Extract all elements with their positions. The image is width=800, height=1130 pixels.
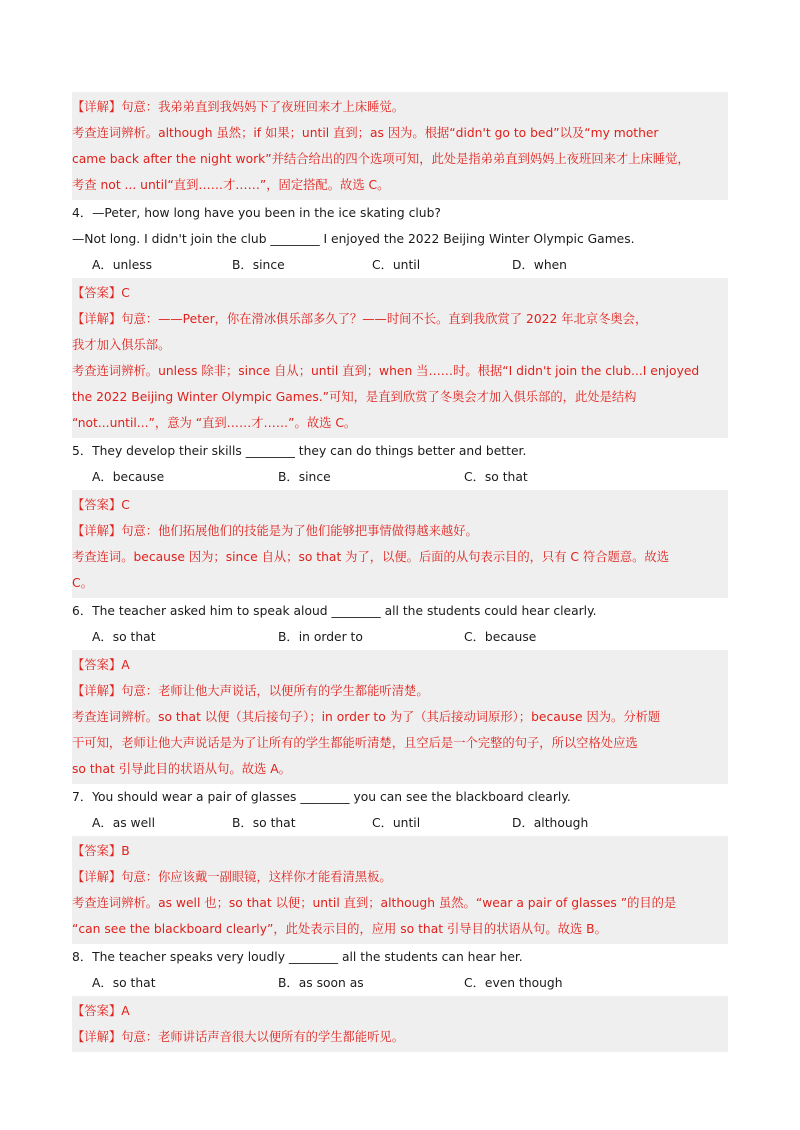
detail-line: 我才加入俱乐部。 — [72, 338, 171, 352]
question-5 — [72, 438, 728, 598]
option-d: D．when — [512, 258, 567, 272]
detail-line: 【详解】句意：他们拓展他们的技能是为了他们能够把事情做得越来越好。 — [72, 524, 478, 538]
option-a: A．as well — [92, 816, 156, 830]
document-page — [72, 92, 728, 1052]
question-stem: 8．The teacher speaks very loudly ________ all the students can hear her. — [72, 950, 523, 964]
detail-line: 干可知，老师让他大声说话是为了让所有的学生都能听清楚，且空后是一个完整的句子，所以空格处应选 — [72, 736, 638, 750]
options-row — [72, 970, 728, 996]
detail-line: 【详解】句意：老师讲话声音很大以便所有的学生都能听见。 — [72, 1030, 405, 1044]
option-c: C．until — [372, 816, 421, 830]
option-b: B．since — [278, 470, 331, 484]
answer-label: 【答案】A — [72, 658, 130, 672]
options-row — [72, 252, 728, 278]
option-b: B．as soon as — [278, 976, 364, 990]
detail-line: 考查连词辨析。as well 也；so that 以便；until 直到；although 虽然。“wear a pair of glasses ”的目的是 — [72, 896, 677, 910]
answer-block — [72, 836, 728, 944]
explanation-line: came back after the night work”并结合给出的四个选项可知，此处是指弟弟直到妈妈上夜班回来才上床睡觉， — [72, 152, 690, 166]
option-c: C．until — [372, 258, 421, 272]
option-c: C．because — [464, 630, 537, 644]
option-d: D．although — [512, 816, 589, 830]
answer-label: 【答案】B — [72, 844, 130, 858]
options-row — [72, 624, 728, 650]
explanation-line: 考查 not ... until“直到……才……”，固定搭配。故选 C。 — [72, 178, 390, 192]
answer-label: 【答案】C — [72, 498, 130, 512]
question-stem: 6．The teacher asked him to speak aloud ________ all the students could hear clearly. — [72, 604, 597, 618]
options-row — [72, 810, 728, 836]
option-c: C．even though — [464, 976, 563, 990]
option-a: A．so that — [92, 630, 156, 644]
option-c: C．so that — [464, 470, 528, 484]
answer-block — [72, 490, 728, 598]
q3-explanation-block — [72, 92, 728, 200]
option-b: B．so that — [232, 816, 296, 830]
option-a: A．because — [92, 470, 165, 484]
answer-block — [72, 650, 728, 784]
detail-line: 考查连词。because 因为；since 自从；so that 为了，以便。后面的从句表示目的，只有 C 符合题意。故选 — [72, 550, 670, 564]
explanation-line: 【详解】句意：我弟弟直到我妈妈下了夜班回来才上床睡觉。 — [72, 100, 405, 114]
detail-line: C。 — [72, 576, 93, 590]
question-8 — [72, 944, 728, 1052]
options-row — [72, 464, 728, 490]
explanation-line: 考查连词辨析。although 虽然；if 如果；until 直到；as 因为。根据“didn't go to bed”以及“my mother — [72, 126, 659, 140]
detail-line: 【详解】句意：——Peter，你在滑冰俱乐部多久了？——时间不长。直到我欣赏了 2022 年北京冬奥会， — [72, 312, 648, 326]
question-7 — [72, 784, 728, 944]
answer-block — [72, 996, 728, 1052]
detail-line: the 2022 Beijing Winter Olympic Games.”可知，是直到欣赏了冬奥会才加入俱乐部的，此处是结构 — [72, 390, 637, 404]
question-stem: 5．They develop their skills ________ they can do things better and better. — [72, 444, 527, 458]
detail-line: 考查连词辨析。so that 以便（其后接句子）；in order to 为了（其后接动词原形）；because 因为。分析题 — [72, 710, 661, 724]
detail-line: 【详解】句意：老师让他大声说话，以便所有的学生都能听清楚。 — [72, 684, 429, 698]
option-a: A．so that — [92, 976, 156, 990]
question-stem: 4．—Peter, how long have you been in the ice skating club? — [72, 206, 441, 220]
detail-line: “not...until...”，意为 “直到……才……”。故选 C。 — [72, 416, 357, 430]
question-stem: —Not long. I didn't join the club ________ I enjoyed the 2022 Beijing Winter Olympic Games. — [72, 232, 635, 246]
question-stem: 7．You should wear a pair of glasses ________ you can see the blackboard clearly. — [72, 790, 571, 804]
answer-label: 【答案】C — [72, 286, 130, 300]
option-b: B．in order to — [278, 630, 363, 644]
answer-label: 【答案】A — [72, 1004, 130, 1018]
option-a: A．unless — [92, 258, 153, 272]
question-6 — [72, 598, 728, 784]
detail-line: so that 引导此目的状语从句。故选 A。 — [72, 762, 291, 776]
detail-line: 【详解】句意：你应该戴一副眼镜，这样你才能看清黑板。 — [72, 870, 392, 884]
detail-line: 考查连词辨析。unless 除非；since 自从；until 直到；when 当……时。根据“I didn't join the club...I enjoyed — [72, 364, 700, 378]
option-b: B．since — [232, 258, 285, 272]
answer-block — [72, 278, 728, 438]
question-4 — [72, 200, 728, 438]
detail-line: “can see the blackboard clearly”，此处表示目的，应用 so that 引导目的状语从句。故选 B。 — [72, 922, 607, 936]
